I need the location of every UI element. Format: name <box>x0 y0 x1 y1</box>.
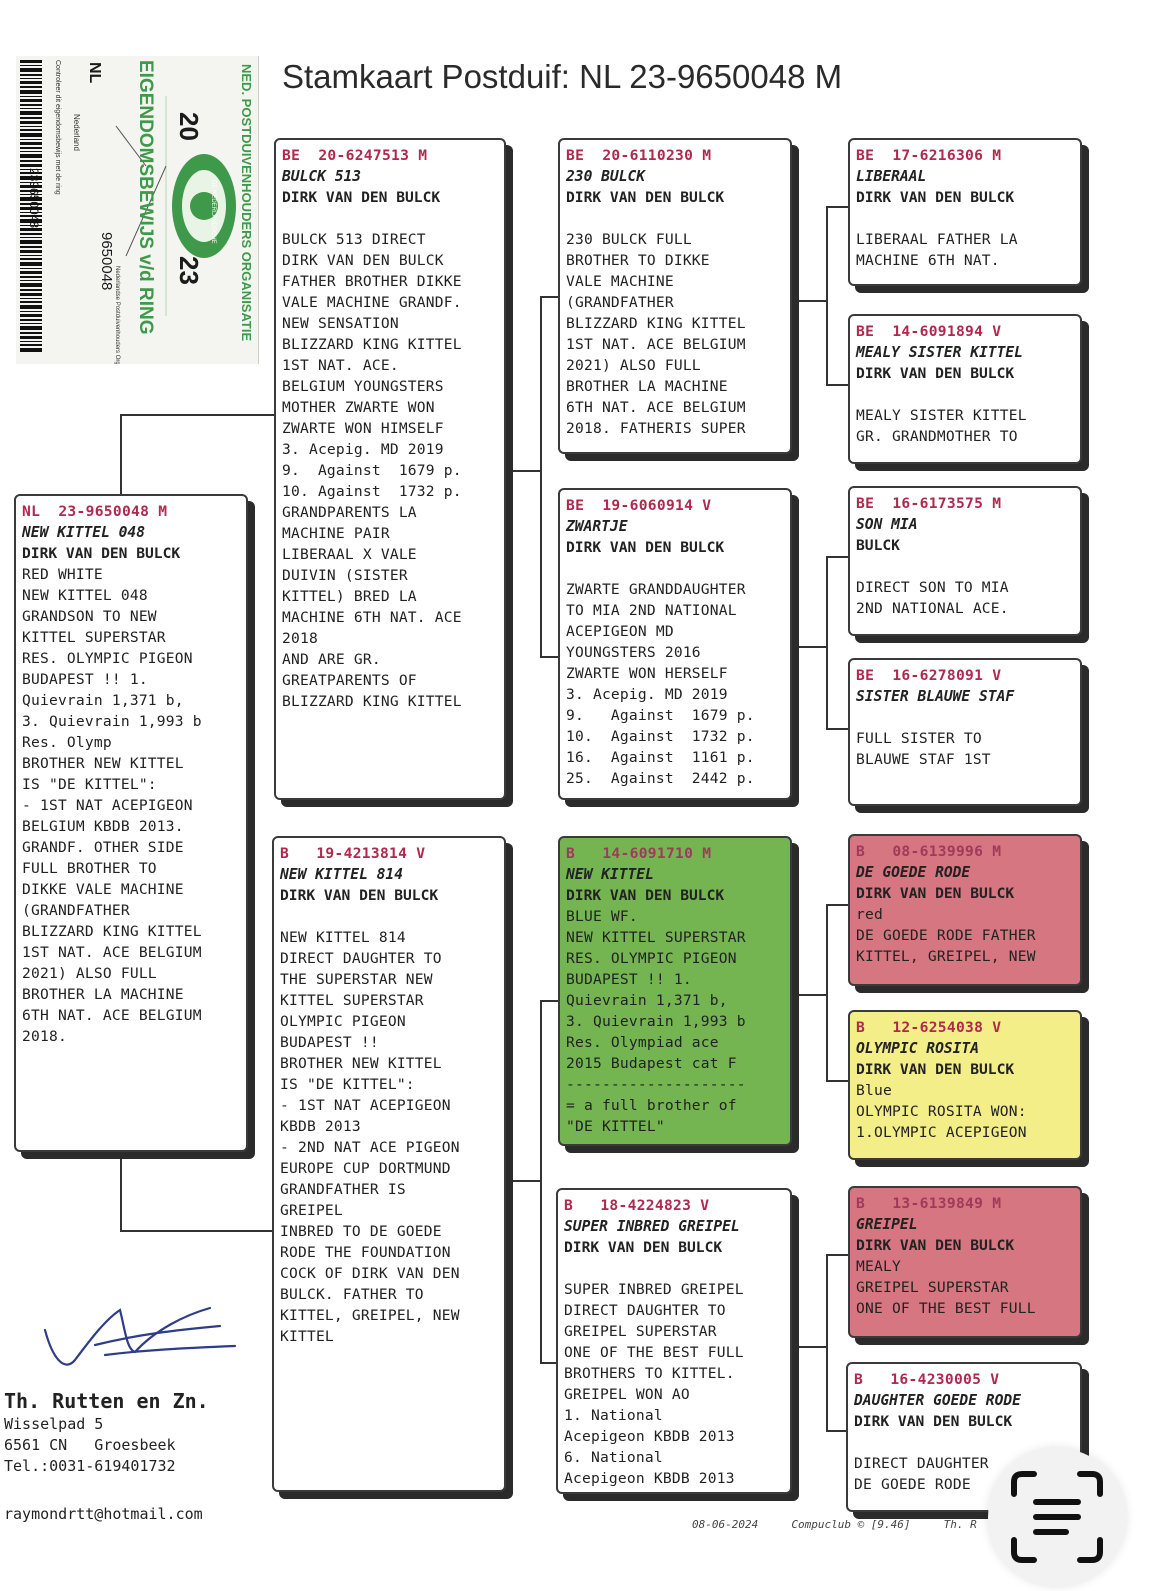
ring-number: B 12-6254038 V <box>856 1019 1002 1036</box>
pigeon-description: ZWARTE GRANDDAUGHTER TO MIA 2ND NATIONAL ACEPIGEON MD YOUNGSTERS 2016 ZWARTE WON HERSELF 3. Acepig. MD 2019 9. Against 1679 p. 10. Against 1732 p. 16. Against 1161 p. 25. Against 2442 p. <box>566 581 755 787</box>
pigeon-description: DIRECT DAUGHTER DE GOEDE RODE <box>854 1455 989 1493</box>
pedigree-card-father <box>274 138 506 800</box>
pedigree-card-father-mother <box>558 488 792 800</box>
pigeon-name: GREIPEL <box>856 1216 918 1233</box>
breeder-name: DIRK VAN DEN BULCK <box>566 539 725 556</box>
breeder-name: DIRK VAN DEN BULCK <box>856 1237 1015 1254</box>
pigeon-description: BLUE WF. NEW KITTEL SUPERSTAR RES. OLYMPIC PIGEON BUDAPEST !! 1. Quievrain 1,371 b, 3. Quievrain 1,993 b Res. Olympiad ace 2015 Budapest cat F -------------------- = a full brother of "DE KITTEL" <box>566 908 746 1135</box>
connector-line <box>120 1152 122 1230</box>
pigeon-description: NEW KITTEL 814 DIRECT DAUGHTER TO THE SUPERSTAR NEW KITTEL SUPERSTAR OLYMPIC PIGEON BUDAPEST !! BROTHER NEW KITTEL IS "DE KITTEL": - 1ST NAT ACEPIGEON KBDB 2013 - 2ND NAT ACE PIGEON EUROPE CUP DORTMUND GRANDFATHER IS GREIPEL INBRED TO DE GOEDE RODE THE FOUNDATION COCK OF DIRK VAN DEN BULCK. FATHER TO KITTEL, GREIPEL, NEW KITTEL <box>280 929 460 1345</box>
pedigree-card-mother-mother <box>556 1188 792 1494</box>
breeder-name: DIRK VAN DEN BULCK <box>856 1061 1015 1078</box>
pigeon-name: NEW KITTEL 814 <box>280 866 404 883</box>
connector-line <box>540 656 558 658</box>
owner-email[interactable]: raymondrtt@hotmail.com <box>4 1505 203 1523</box>
connector-line <box>826 728 848 730</box>
pedigree-card-mfm <box>848 1010 1082 1160</box>
pedigree-card-father-father <box>558 138 792 454</box>
owner-city: 6561 CN Groesbeek <box>4 1436 176 1454</box>
connector-line <box>826 1080 848 1082</box>
breeder-name: DIRK VAN DEN BULCK <box>854 1413 1013 1430</box>
org-logo-text: Nederlandse Postduivenhouders Organisatie <box>114 266 120 364</box>
pigeon-name: NEW KITTEL <box>566 866 654 883</box>
year-suffix: 23 <box>174 256 204 285</box>
connector-line <box>826 1430 848 1432</box>
pigeon-name: 230 BULCK <box>566 168 646 185</box>
connector-line <box>826 904 828 1080</box>
connector-line <box>826 904 848 906</box>
ring-number: BE 20-6247513 M <box>282 147 428 164</box>
barcode-number: 239650048 <box>27 168 41 229</box>
org-name: NED. POSTDUIVENHOUDERS ORGANISATIE <box>239 64 254 342</box>
connector-line <box>826 206 848 208</box>
pedigree-card-mff <box>848 834 1082 986</box>
owner-phone: Tel.:0031-619401732 <box>4 1457 176 1475</box>
owner-block <box>4 1388 209 1477</box>
connector-line <box>826 556 848 558</box>
pigeon-name: NEW KITTEL 048 <box>22 524 146 541</box>
pigeon-name: OLYMPIC ROSITA <box>856 1040 980 1057</box>
year-prefix: 20 <box>174 112 204 141</box>
connector-line <box>826 1254 828 1430</box>
connector-line <box>506 1180 542 1182</box>
connector-line <box>540 296 558 298</box>
owner-street: Wisselpad 5 <box>4 1415 104 1433</box>
pigeon-name: ZWARTJE <box>566 518 628 535</box>
breeder-name: DIRK VAN DEN BULCK <box>566 887 725 904</box>
pigeon-description: FULL SISTER TO BLAUWE STAF 1ST <box>856 730 991 768</box>
pigeon-name: SON MIA <box>856 516 918 533</box>
pigeon-description: MEALY GREIPEL SUPERSTAR ONE OF THE BEST FULL <box>856 1258 1036 1317</box>
pigeon-name: LIBERAAL <box>856 168 927 185</box>
ring-number: NL 23-9650048 M <box>22 503 168 520</box>
breeder-name: BULCK <box>856 537 900 554</box>
pigeon-description: RED WHITE NEW KITTEL 048 GRANDSON TO NEW KITTEL SUPERSTAR RES. OLYMPIC PIGEON BUDAPEST !! 1. Quievrain 1,371 b, 3. Quievrain 1,993 b Res. Olymp BROTHER NEW KITTEL IS "DE KITTEL": - 1ST NAT ACEPIGEON BELGIUM KBDB 2013. GRANDF. OTHER SIDE FULL BROTHER TO DIKKE VALE MACHINE (GRANDFATHER BLIZZARD KING KITTEL 1ST NAT. ACE BELGIUM 2021) ALSO FULL BROTHER LA MACHINE 6TH NAT. ACE BELGIUM 2018. <box>22 566 202 1045</box>
pedigree-card-fmf <box>848 486 1082 636</box>
pedigree-card-subject <box>14 494 248 1152</box>
document-name: EIGENDOMSBEWIJS v/d RING <box>135 60 156 335</box>
connector-line <box>506 470 542 472</box>
connector-line <box>120 1230 272 1232</box>
ring-number: BE 16-6278091 V <box>856 667 1002 684</box>
pedigree-card-fmm <box>848 658 1082 806</box>
pigeon-name: DAUGHTER GOEDE RODE <box>854 1392 1021 1409</box>
connector-line <box>826 1254 848 1256</box>
pigeon-description: BULCK 513 DIRECT DIRK VAN DEN BULCK FATHER BROTHER DIKKE VALE MACHINE GRANDF. NEW SENSATION BLIZZARD KING KITTEL 1ST NAT. ACE. BELGIUM YOUNGSTERS MOTHER ZWARTE WON ZWARTE WON HIMSELF 3. Acepig. MD 2019 9. Against 1679 p. 10. Against 1732 p. GRANDPARENTS LA MACHINE PAIR LIBERAAL X VALE DUIVIN (SISTER KITTEL) BRED LA MACHINE 6TH NAT. ACE 2018 AND ARE GR. GREATPARENTS OF BLIZZARD KING KITTEL <box>282 231 462 710</box>
connector-line <box>120 414 274 416</box>
ring-number: B 18-4224823 V <box>564 1197 710 1214</box>
connector-line <box>826 384 848 386</box>
ring-number: BE 17-6216306 M <box>856 147 1002 164</box>
ring-number: BE 19-6060914 V <box>566 497 712 514</box>
pigeon-name: BULCK 513 <box>282 168 362 185</box>
control-note: Controleer dit eigendomsbewijs met de ring <box>54 60 61 195</box>
ring-number: BE 16-6173575 M <box>856 495 1002 512</box>
breeder-name: DIRK VAN DEN BULCK <box>282 189 441 206</box>
pigeon-description: DIRECT SON TO MIA 2ND NATIONAL ACE. <box>856 579 1009 617</box>
footer-note: 08-06-2024 Compuclub © [9.46] Th. R <box>692 1518 977 1531</box>
pigeon-name: SUPER INBRED GREIPEL <box>564 1218 740 1235</box>
pigeon-description: MEALY SISTER KITTEL GR. GRANDMOTHER TO <box>856 407 1027 445</box>
ring-number: 9650048 <box>98 232 115 291</box>
connector-line <box>540 1000 558 1002</box>
text-scan-icon <box>988 1448 1126 1586</box>
country-label: Nederland <box>72 114 81 151</box>
ring-number: B 08-6139996 M <box>856 843 1002 860</box>
ring-number: B 14-6091710 M <box>566 845 712 862</box>
breeder-name: DIRK VAN DEN BULCK <box>564 1239 723 1256</box>
breeder-name: DIRK VAN DEN BULCK <box>566 189 725 206</box>
ownership-certificate-graphic <box>16 56 258 364</box>
seal-text: DE NEDERLANDSCHE <box>210 180 216 244</box>
breeder-name: DIRK VAN DEN BULCK <box>280 887 439 904</box>
ring-number: BE 20-6110230 M <box>566 147 712 164</box>
pigeon-description: Blue OLYMPIC ROSITA WON: 1.OLYMPIC ACEPIGEON <box>856 1082 1027 1141</box>
connector-line <box>826 206 828 384</box>
pigeon-description: LIBERAAL FATHER LA MACHINE 6TH NAT. <box>856 231 1018 269</box>
pedigree-card-mother-father <box>558 836 792 1146</box>
pigeon-name: SISTER BLAUWE STAF <box>856 688 1015 705</box>
pigeon-description: red DE GOEDE RODE FATHER KITTEL, GREIPEL, NEW <box>856 906 1036 965</box>
ring-number: B 19-4213814 V <box>280 845 426 862</box>
owner-name: Th. Rutten en Zn. <box>4 1389 209 1413</box>
ownership-certificate <box>16 56 259 364</box>
connector-line <box>120 414 122 494</box>
pedigree-card-fff <box>848 138 1082 286</box>
breeder-name: DIRK VAN DEN BULCK <box>856 885 1015 902</box>
breeder-name: DIRK VAN DEN BULCK <box>22 545 181 562</box>
pedigree-card-mmf <box>848 1186 1082 1338</box>
ring-number: BE 14-6091894 V <box>856 323 1002 340</box>
connector-line <box>540 296 542 658</box>
connector-line <box>826 556 828 728</box>
pedigree-card-mother <box>272 836 506 1492</box>
pigeon-description: SUPER INBRED GREIPEL DIRECT DAUGHTER TO GREIPEL SUPERSTAR ONE OF THE BEST FULL BROTHERS TO KITTEL. GREIPEL WON AO 1. National Acepigeon KBDB 2013 6. National Acepigeon KBDB 2013 <box>564 1281 744 1487</box>
breeder-name: DIRK VAN DEN BULCK <box>856 365 1015 382</box>
signature <box>35 1290 255 1380</box>
text-scan-button[interactable] <box>988 1448 1126 1586</box>
connector-line <box>792 646 828 648</box>
pedigree-card-ffm <box>848 314 1082 464</box>
breeder-name: DIRK VAN DEN BULCK <box>856 189 1015 206</box>
connector-line <box>792 300 828 302</box>
country-code: NL <box>86 62 103 84</box>
connector-line <box>792 1346 828 1348</box>
pigeon-name: DE GOEDE RODE <box>856 864 971 881</box>
pigeon-description: 230 BULCK FULL BROTHER TO DIKKE VALE MACHINE (GRANDFATHER BLIZZARD KING KITTEL 1ST NAT. ACE BELGIUM 2021) ALSO FULL BROTHER LA MACHINE 6TH NAT. ACE BELGIUM 2018. FATHERIS SUPER <box>566 231 746 437</box>
pigeon-name: MEALY SISTER KITTEL <box>856 344 1023 361</box>
connector-line <box>792 994 828 996</box>
page-title: Stamkaart Postduif: NL 23-9650048 M <box>282 58 843 95</box>
ring-number: B 16-4230005 V <box>854 1371 1000 1388</box>
ring-number: B 13-6139849 M <box>856 1195 1002 1212</box>
